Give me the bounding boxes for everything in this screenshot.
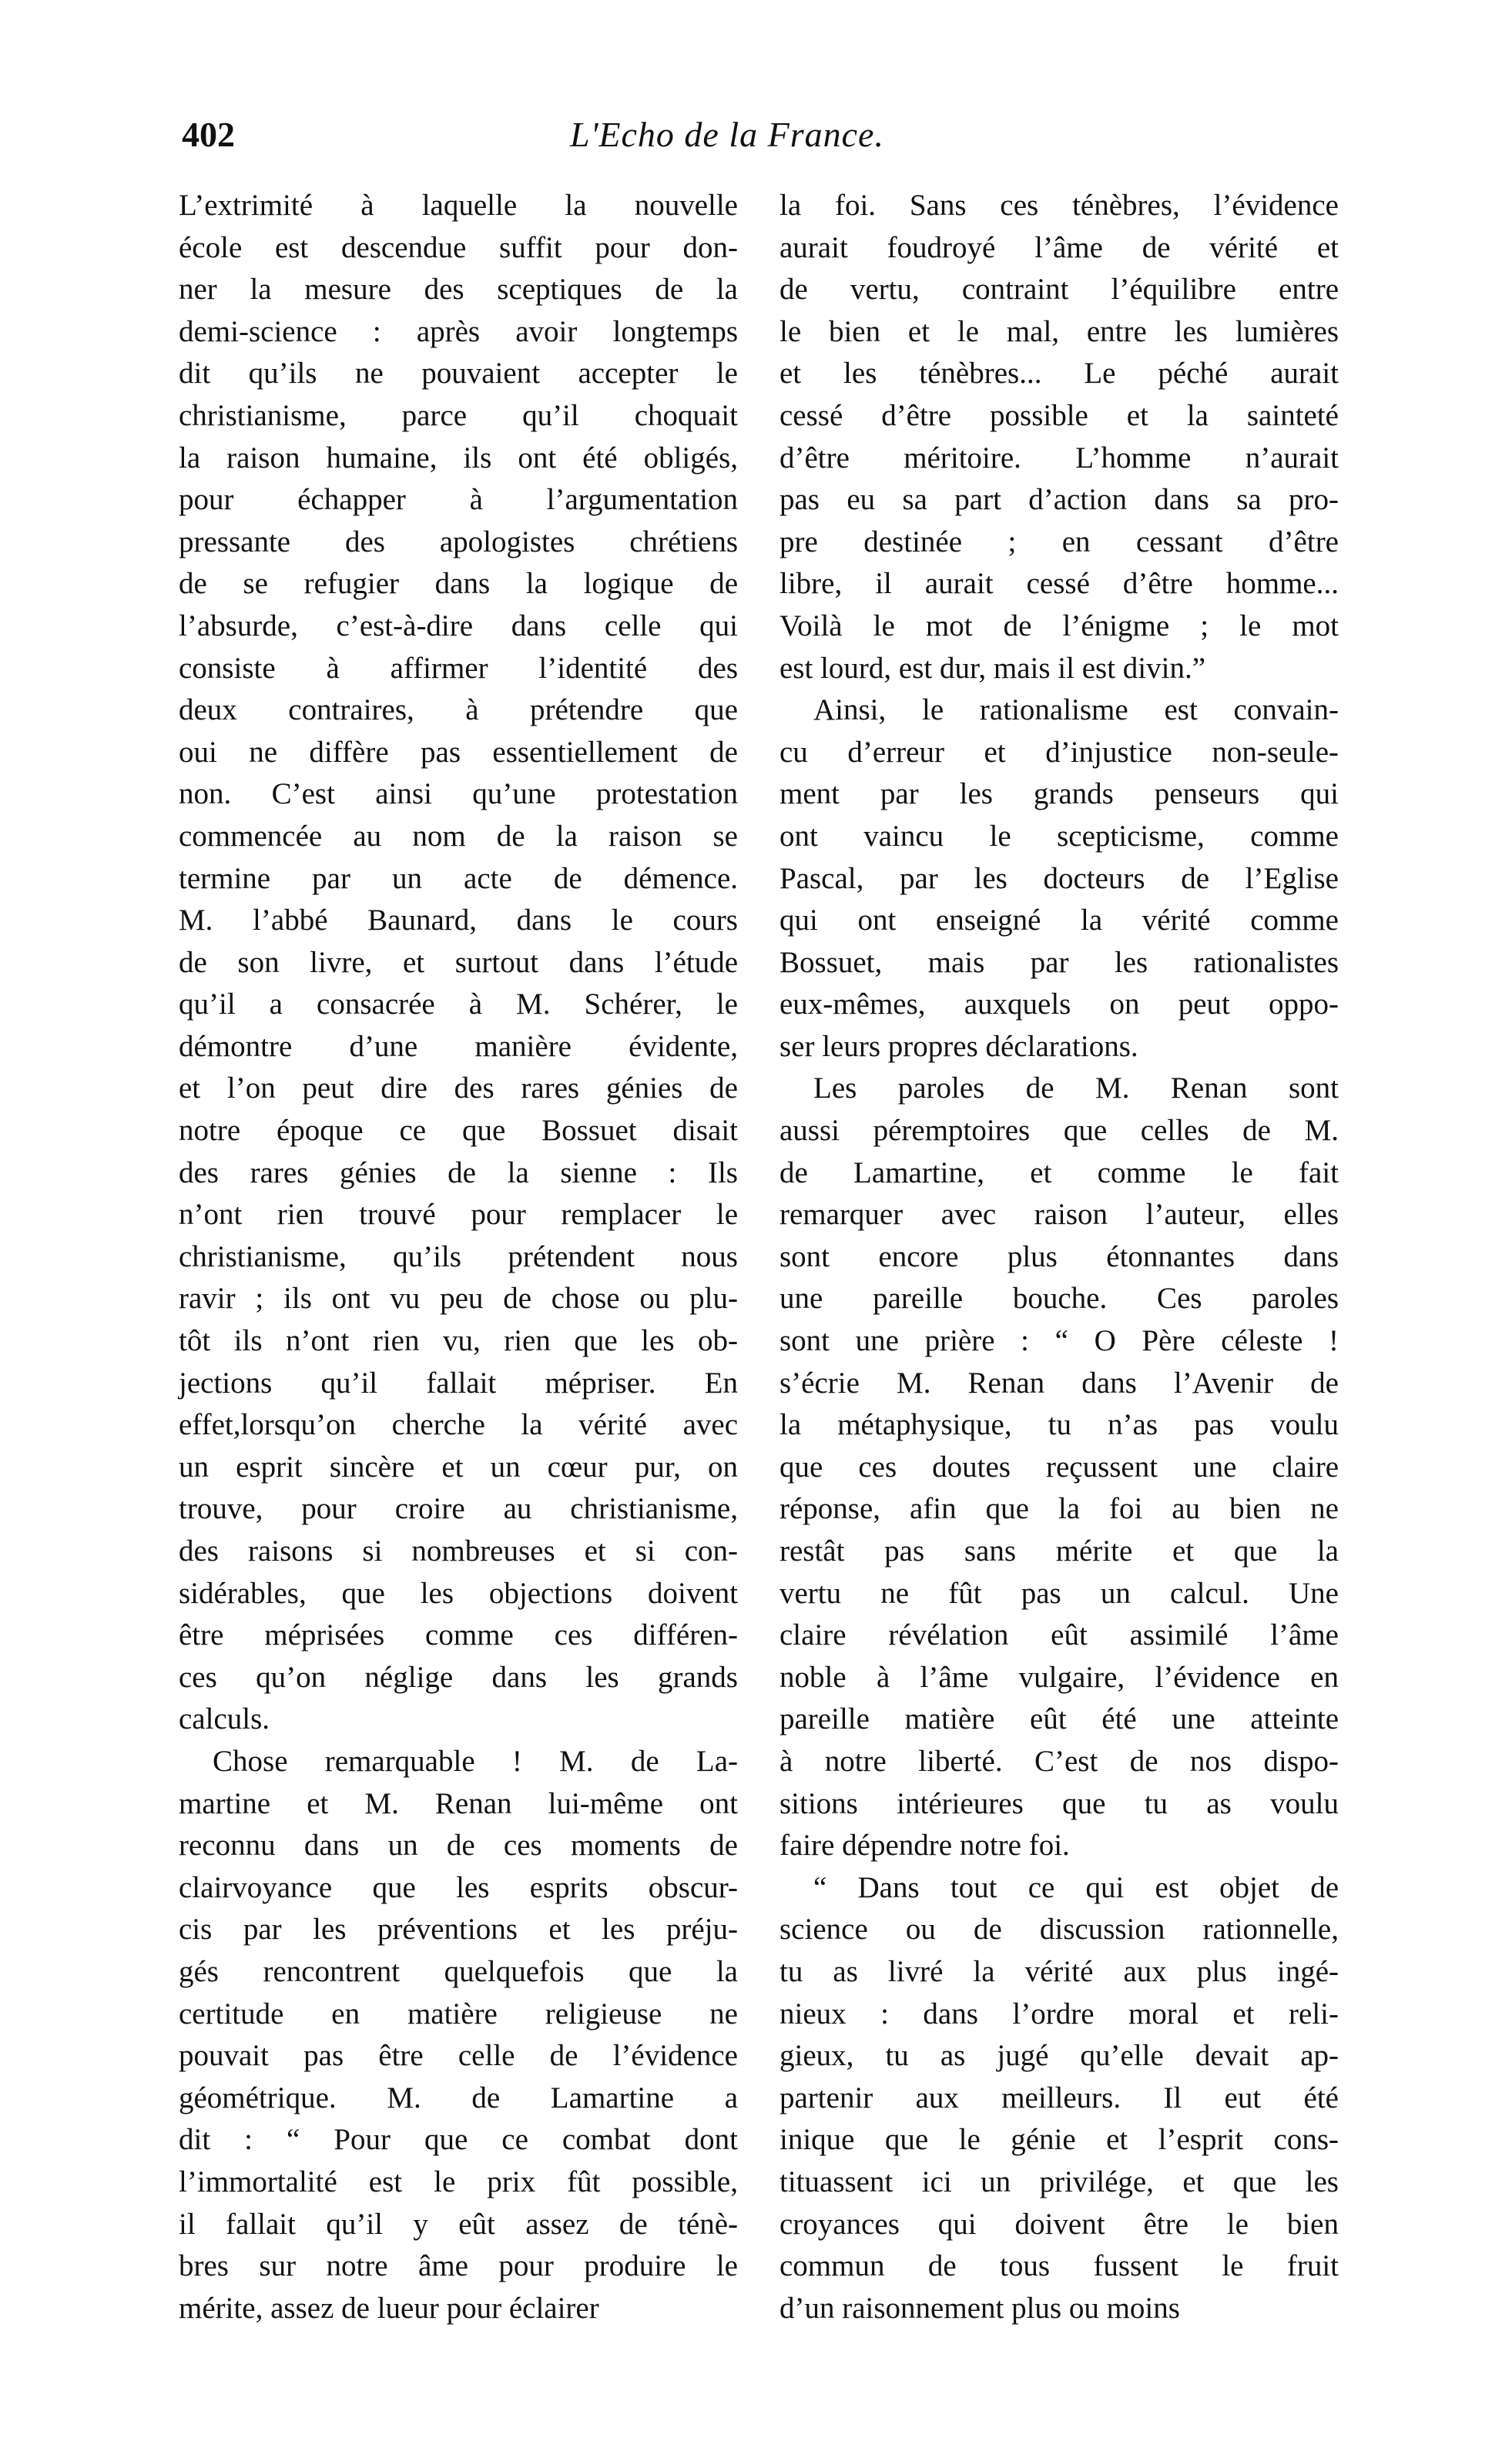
text-line: être méprisées comme ces différen- [179, 1618, 738, 1652]
text-line: la foi. Sans ces ténèbres, l’évidence [779, 189, 1339, 222]
text-line: et l’on peut dire des rares génies de [179, 1071, 738, 1105]
page-number: 402 [182, 115, 235, 154]
text-line: noble à l’âme vulgaire, l’évidence en [779, 1660, 1339, 1694]
text-line: restât pas sans mérite et que la [779, 1534, 1339, 1568]
text-line: à notre liberté. C’est de nos dispo- [779, 1744, 1339, 1778]
text-line: M. l’abbé Baunard, dans le cours [179, 904, 738, 937]
text-line: reconnu dans un de ces moments de [179, 1829, 738, 1863]
text-line: cu d’erreur et d’injustice non-seule- [779, 735, 1339, 769]
text-line: pouvait pas être celle de l’évidence [179, 2039, 738, 2073]
text-line: Pascal, par les docteurs de l’Eglise [779, 861, 1339, 895]
text-line: pre destinée ; en cessant d’être [779, 525, 1339, 558]
text-line: le bien et le mal, entre les lumières [779, 314, 1339, 348]
text-line: nieux : dans l’ordre moral et reli- [779, 1997, 1339, 2031]
text-line: notre époque ce que Bossuet disait [179, 1114, 738, 1148]
text-line: il fallait qu’il y eût assez de ténè- [179, 2207, 738, 2241]
text-line: mérite, assez de lueur pour éclairer [179, 2291, 599, 2325]
text-line: Chose remarquable ! M. de La- [213, 1744, 738, 1778]
text-line: clairvoyance que les esprits obscur- [179, 1870, 738, 1904]
text-line: eux-mêmes, auxquels on peut oppo- [779, 988, 1339, 1021]
text-line: d’un raisonnement plus ou moins [779, 2291, 1180, 2325]
text-line: l’absurde, c’est-à-dire dans celle qui [179, 609, 738, 642]
text-line: tôt ils n’ont rien vu, rien que les ob- [179, 1324, 738, 1358]
text-line: la métaphysique, tu n’as pas voulu [779, 1408, 1339, 1442]
text-line: sont encore plus étonnantes dans [779, 1239, 1339, 1273]
text-line: de Lamartine, et comme le fait [779, 1155, 1339, 1189]
text-line: demi-science : après avoir longtemps [179, 314, 738, 348]
text-line: ment par les grands penseurs qui [779, 777, 1339, 811]
text-line: démontre d’une manière évidente, [179, 1029, 738, 1063]
text-line: croyances qui doivent être le bien [779, 2207, 1339, 2241]
text-line: cessé d’être possible et la sainteté [779, 398, 1339, 432]
text-line: bres sur notre âme pour produire le [179, 2249, 738, 2283]
text-line: gieux, tu as jugé qu’elle devait ap- [779, 2039, 1339, 2073]
text-line: géométrique. M. de Lamartine a [179, 2081, 738, 2114]
text-line: de son livre, et surtout dans l’étude [179, 945, 738, 979]
text-line: remarquer avec raison l’auteur, elles [779, 1198, 1339, 1232]
text-line: est lourd, est dur, mais il est divin.” [779, 651, 1206, 685]
text-line: Ainsi, le rationalisme est convain- [813, 693, 1339, 727]
text-line: martine et M. Renan lui-même ont [179, 1786, 738, 1820]
running-title: L'Echo de la France. [570, 115, 884, 154]
text-line: termine par un acte de démence. [179, 861, 738, 895]
text-line: commun de tous fussent le fruit [779, 2249, 1339, 2283]
text-line: libre, il aurait cessé d’être homme... [779, 567, 1339, 601]
text-line: cis par les préventions et les préju- [179, 1913, 738, 1947]
text-line: des rares génies de la sienne : Ils [179, 1155, 738, 1189]
text-line: non. C’est ainsi qu’une protestation [179, 777, 738, 811]
text-line: trouve, pour croire au christianisme, [179, 1492, 738, 1526]
text-line: tituassent ici un privilége, et que les [779, 2165, 1339, 2198]
text-line: dit : “ Pour que ce combat dont [179, 2123, 738, 2157]
text-line: une pareille bouche. Ces paroles [779, 1282, 1339, 1316]
text-line: l’immortalité est le prix fût possible, [179, 2165, 738, 2198]
text-line: Voilà le mot de l’énigme ; le mot [779, 609, 1339, 642]
right-column [779, 185, 1339, 2329]
text-line: ont vaincu le scepticisme, comme [779, 819, 1339, 853]
text-line: ner la mesure des sceptiques de la [179, 273, 738, 307]
text-line: jections qu’il fallait mépriser. En [179, 1366, 738, 1400]
text-line: christianisme, qu’ils prétendent nous [179, 1239, 738, 1273]
text-line: dit qu’ils ne pouvaient accepter le [179, 357, 738, 391]
text-line: ces qu’on néglige dans les grands [179, 1660, 738, 1694]
text-line: ser leurs propres déclarations. [779, 1029, 1138, 1063]
text-line: de vertu, contraint l’équilibre entre [779, 273, 1339, 307]
text-line: tu as livré la vérité aux plus ingé- [779, 1954, 1339, 1988]
text-line: pareille matière eût été une atteinte [779, 1702, 1339, 1736]
text-line: que ces doutes reçussent une claire [779, 1450, 1339, 1484]
text-line: Les paroles de M. Renan sont [813, 1071, 1339, 1105]
text-line: L’extrimité à laquelle la nouvelle [179, 189, 738, 222]
text-line: partenir aux meilleurs. Il eut été [779, 2081, 1339, 2114]
text-line: oui ne diffère pas essentiellement de [179, 735, 738, 769]
text-line: la raison humaine, ils ont été obligés, [179, 441, 738, 475]
text-line: calculs. [179, 1702, 270, 1736]
left-column [179, 185, 738, 2329]
text-line: effet,lorsqu’on cherche la vérité avec [179, 1408, 738, 1442]
text-line: qui ont enseigné la vérité comme [779, 904, 1339, 937]
text-line: inique que le génie et l’esprit cons- [779, 2123, 1339, 2157]
text-line: sont une prière : “ O Père céleste ! [779, 1324, 1339, 1358]
text-line: Bossuet, mais par les rationalistes [779, 945, 1339, 979]
text-line: “ Dans tout ce qui est objet de [813, 1870, 1339, 1904]
text-line: de se refugier dans la logique de [179, 567, 738, 601]
text-line: aurait foudroyé l’âme de vérité et [779, 230, 1339, 264]
text-line: s’écrie M. Renan dans l’Avenir de [779, 1366, 1339, 1400]
text-line: claire révélation eût assimilé l’âme [779, 1618, 1339, 1652]
text-line: des raisons si nombreuses et si con- [179, 1534, 738, 1568]
text-line: commencée au nom de la raison se [179, 819, 738, 853]
text-line: consiste à affirmer l’identité des [179, 651, 738, 685]
text-line: d’être méritoire. L’homme n’aurait [779, 441, 1339, 475]
text-line: pas eu sa part d’action dans sa pro- [779, 483, 1339, 517]
text-line: vertu ne fût pas un calcul. Une [779, 1576, 1339, 1610]
text-line: certitude en matière religieuse ne [179, 1997, 738, 2031]
text-line: faire dépendre notre foi. [779, 1829, 1070, 1863]
text-line: christianisme, parce qu’il choquait [179, 398, 738, 432]
text-line: pressante des apologistes chrétiens [179, 525, 738, 558]
text-line: réponse, afin que la foi au bien ne [779, 1492, 1339, 1526]
text-line: et les ténèbres... Le péché aurait [779, 357, 1339, 391]
text-line: ravir ; ils ont vu peu de chose ou plu- [179, 1282, 738, 1316]
text-line: pour échapper à l’argumentation [179, 483, 738, 517]
text-line: n’ont rien trouvé pour remplacer le [179, 1198, 738, 1232]
text-line: un esprit sincère et un cœur pur, on [179, 1450, 738, 1484]
text-line: sitions intérieures que tu as voulu [779, 1786, 1339, 1820]
text-line: deux contraires, à prétendre que [179, 693, 738, 727]
text-line: sidérables, que les objections doivent [179, 1576, 738, 1610]
text-line: aussi péremptoires que celles de M. [779, 1114, 1339, 1148]
text-line: science ou de discussion rationnelle, [779, 1913, 1339, 1947]
text-line: école est descendue suffit pour don- [179, 230, 738, 264]
text-line: gés rencontrent quelquefois que la [179, 1954, 738, 1988]
text-line: qu’il a consacrée à M. Schérer, le [179, 988, 738, 1021]
